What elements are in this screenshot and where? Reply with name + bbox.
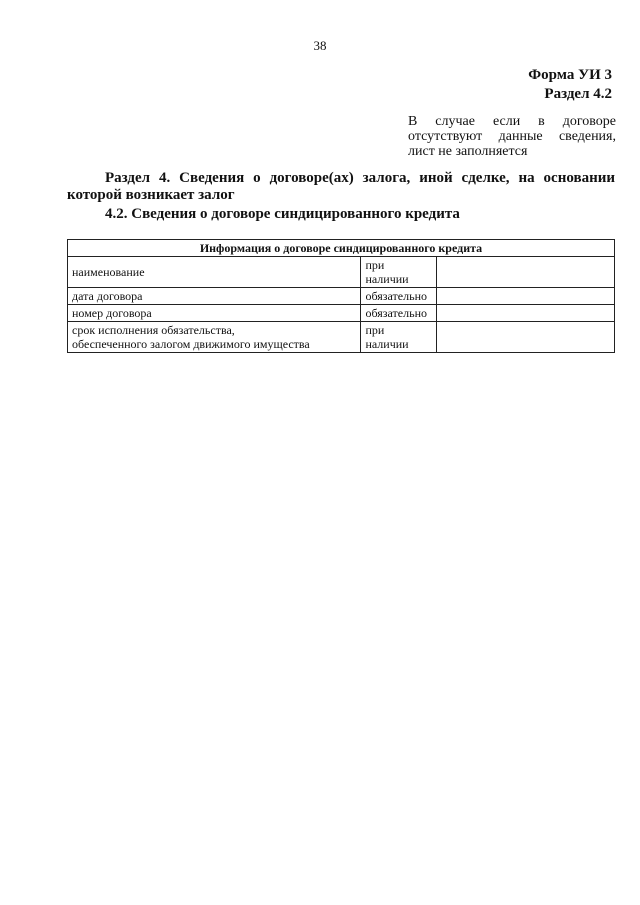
note-line-2: отсутствуют данные сведения,	[408, 129, 616, 144]
requirement-line-1: при	[365, 258, 385, 272]
requirement-line-1: обязательно	[365, 289, 427, 303]
syndicated-loan-info-table	[67, 239, 615, 353]
field-name: наименование	[72, 265, 145, 279]
field-name-cell	[68, 322, 361, 353]
form-identifier	[528, 66, 612, 104]
field-name-line-1: срок исполнения обязательства,	[72, 323, 235, 337]
subsection-title: 4.2. Сведения о договоре синдицированного кредита	[105, 206, 460, 222]
table-row	[68, 305, 615, 322]
field-name: дата договора	[72, 289, 143, 303]
value-cell[interactable]	[437, 288, 615, 305]
requirement-cell	[361, 305, 437, 322]
page-number: 38	[313, 38, 327, 53]
field-name-cell	[68, 257, 361, 288]
section-title-line-2: которой возникает залог	[67, 187, 235, 203]
table-header: Информация о договоре синдицированного кредита	[68, 240, 615, 257]
note-line-3: лист не заполняется	[408, 144, 528, 159]
form-label: Форма УИ 3	[528, 67, 612, 83]
requirement-line-1: обязательно	[365, 306, 427, 320]
section-label: Раздел 4.2	[544, 86, 612, 102]
table-row	[68, 288, 615, 305]
value-cell[interactable]	[437, 322, 615, 353]
section-title	[67, 170, 615, 204]
field-name: номер договора	[72, 306, 152, 320]
value-cell[interactable]	[437, 257, 615, 288]
table-row	[68, 322, 615, 353]
requirement-cell	[361, 288, 437, 305]
field-name-cell	[68, 288, 361, 305]
field-name-line-2: обеспеченного залогом движимого имущества	[72, 337, 310, 351]
requirement-line-1: при	[365, 323, 385, 337]
section-title-line-1: Раздел 4. Сведения о договоре(ах) залога, иной сделке, на основании	[105, 170, 615, 186]
table-row	[68, 257, 615, 288]
requirement-cell	[361, 257, 437, 288]
requirement-line-2: наличии	[365, 337, 409, 351]
note-line-1: В случае если в договоре	[408, 114, 616, 129]
requirement-line-2: наличии	[365, 272, 409, 286]
fill-instruction-note	[408, 114, 616, 159]
value-cell[interactable]	[437, 305, 615, 322]
field-name-cell	[68, 305, 361, 322]
requirement-cell	[361, 322, 437, 353]
